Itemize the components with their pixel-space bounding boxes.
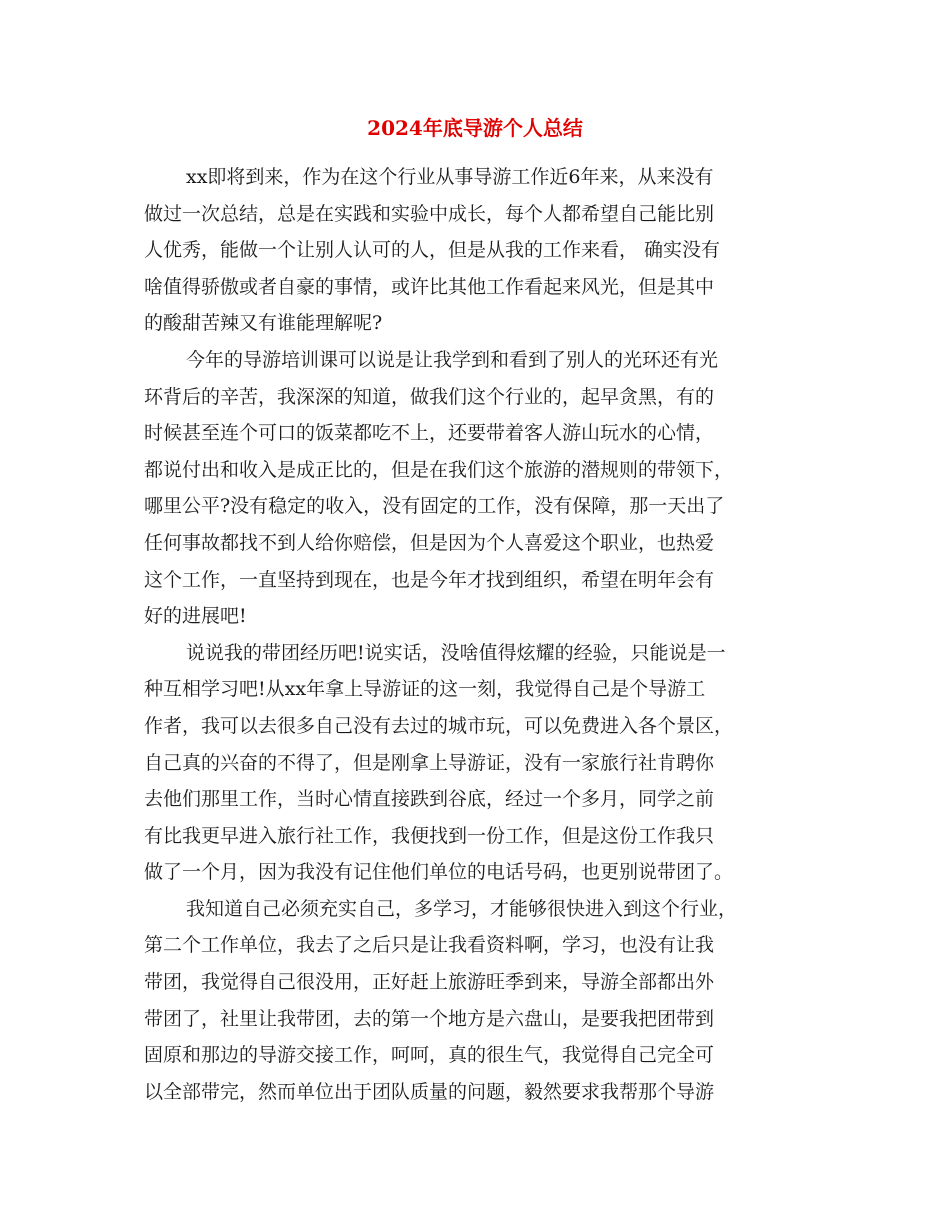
text-line: 自己真的兴奋的不得了，但是刚拿上导游证，没有一家旅行社肯聘你 — [144, 751, 715, 774]
text-line: 做过一次总结，总是在实践和实验中成长，每个人都希望自己能比别 — [144, 202, 715, 225]
text-line: 带团了，社里让我带团，去的第一个地方是六盘山，是要我把团带到 — [144, 1007, 715, 1030]
text-line: 有比我更早进入旅行社工作，我便找到一份工作，但是这份工作我只 — [144, 824, 715, 847]
text-line: 人优秀，能做一个让别人认可的人，但是从我的工作来看， 确实没有 — [144, 239, 721, 262]
text-line: 种互相学习吧!从xx年拿上导游证的这一刻，我觉得自己是个导游工 — [144, 678, 706, 701]
text-line: 固原和那边的导游交接工作，呵呵，真的很生气，我觉得自己完全可 — [144, 1044, 715, 1067]
text-line: 去他们那里工作，当时心情直接跌到谷底，经过一个多月，同学之前 — [144, 788, 715, 811]
text-line: 作者，我可以去很多自己没有去过的城市玩，可以免费进入各个景区， — [144, 714, 734, 737]
text-line: 的酸甜苦辣又有谁能理解呢? — [144, 312, 383, 335]
text-line: 带团，我觉得自己很没用，正好赶上旅游旺季到来，导游全部都出外 — [144, 971, 715, 994]
text-line: 我知道自己必须充实自己，多学习，才能够很快进入到这个行业， — [186, 897, 738, 920]
document-title: 2024年底导游个人总结 — [367, 116, 583, 140]
text-line: 这个工作，一直坚持到现在，也是今年才找到组织，希望在明年会有 — [144, 568, 715, 591]
text-line: 都说付出和收入是成正比的，但是在我们这个旅游的潜规则的带领下， — [144, 458, 734, 481]
text-line: 以全部带完，然而单位出于团队质量的问题，毅然要求我帮那个导游 — [144, 1080, 715, 1103]
text-line: xx即将到来，作为在这个行业从事导游工作近6年来，从来没有 — [186, 166, 714, 188]
paragraph — [144, 342, 804, 635]
text-line: 啥值得骄傲或者自豪的事情，或许比其他工作看起来风光，但是其中 — [144, 275, 715, 298]
text-line: 说说我的带团经历吧!说实话，没啥值得炫耀的经验，只能说是一 — [186, 641, 726, 664]
text-line: 环背后的辛苦，我深深的知道，做我们这个行业的，起早贪黑，有的 — [144, 385, 715, 408]
text-line: 时候甚至连个可口的饭菜都吃不上，还要带着客人游山玩水的心情， — [144, 422, 715, 445]
text-line: 做了一个月，因为我没有记住他们单位的电话号码，也更别说带团了。 — [144, 861, 734, 884]
text-line: 哪里公平?没有稳定的收入，没有固定的工作，没有保障，那一天出了 — [144, 495, 725, 518]
text-line: 任何事故都找不到人给你赔偿，但是因为个人喜爱这个职业，也热爱 — [144, 531, 715, 554]
document-body — [144, 159, 804, 1110]
text-line: 第二个工作单位，我去了之后只是让我看资料啊，学习，也没有让我 — [144, 934, 715, 957]
paragraph — [144, 159, 804, 342]
paragraph — [144, 891, 804, 1111]
text-line: 好的进展吧! — [144, 605, 247, 628]
text-line: 今年的导游培训课可以说是让我学到和看到了别人的光环还有光 — [186, 348, 719, 371]
paragraph — [144, 635, 804, 891]
